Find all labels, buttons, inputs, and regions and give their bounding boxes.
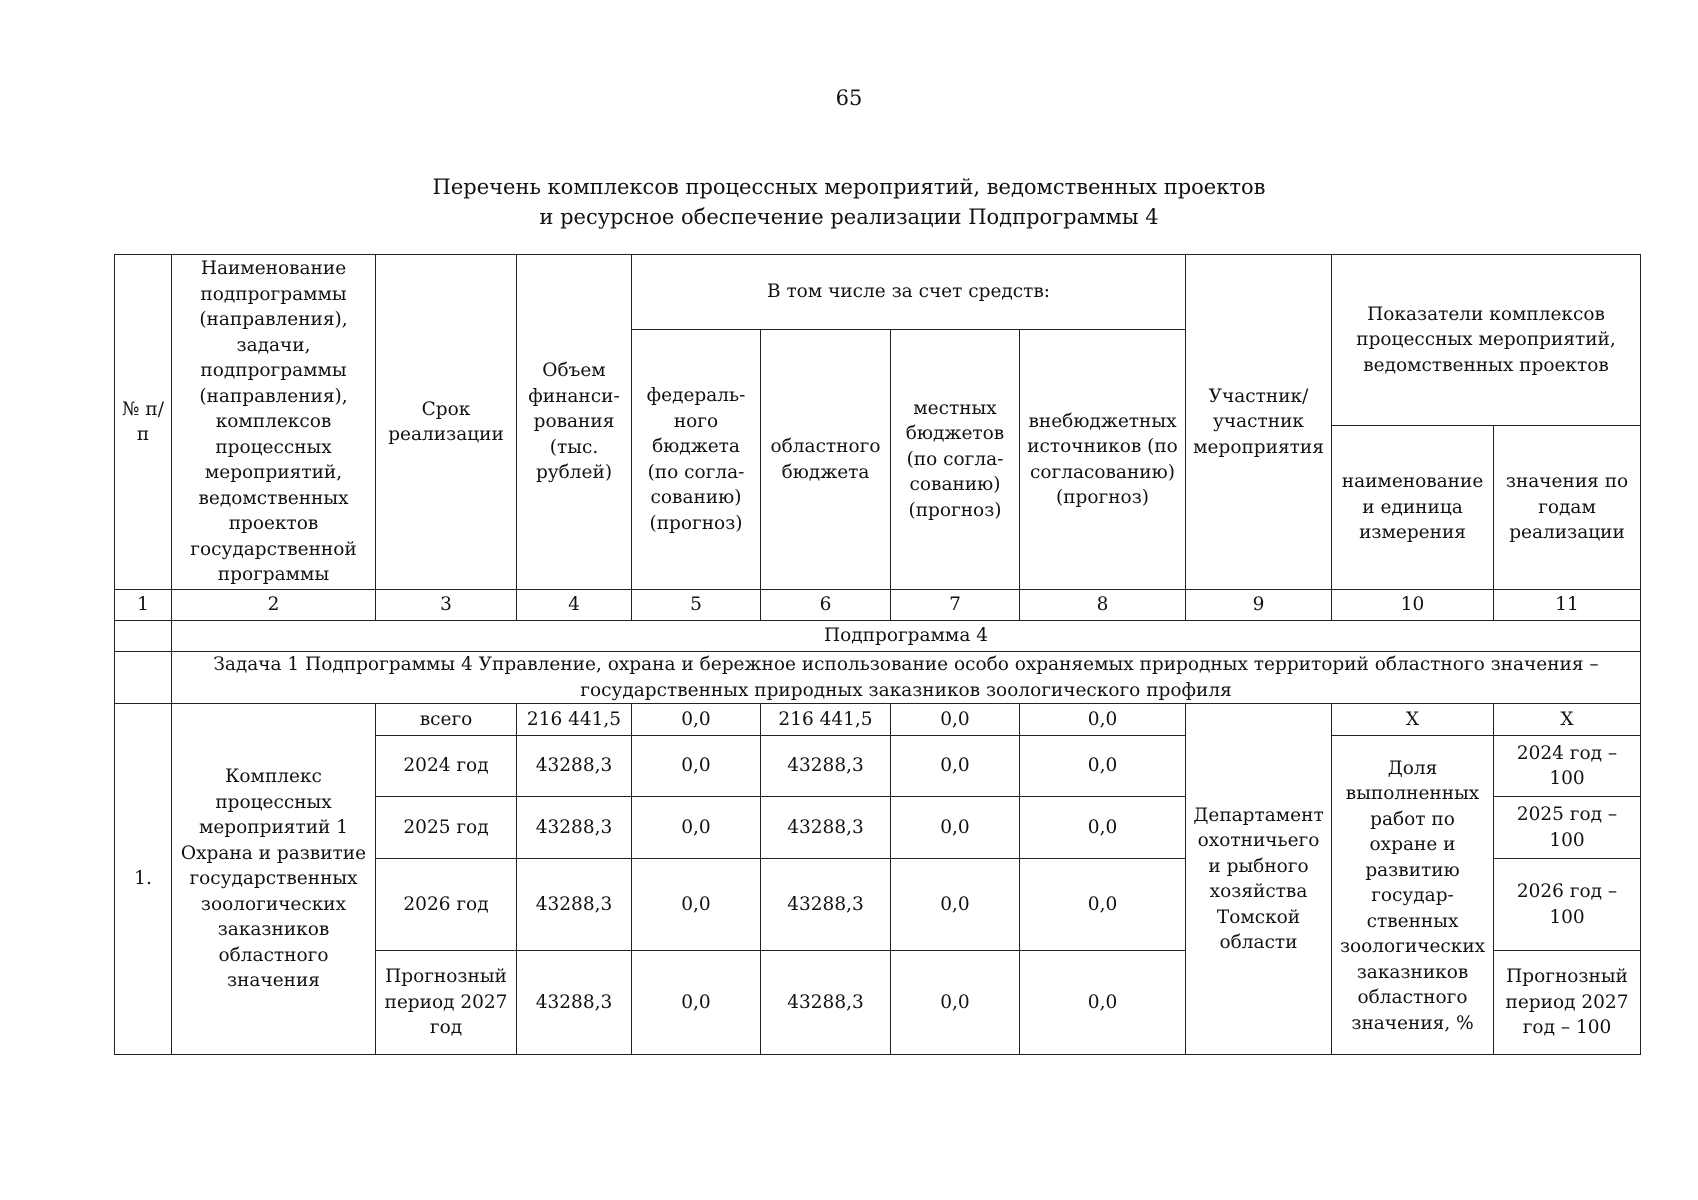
subprogram-row (115, 621, 1641, 652)
header-including: В том числе за счет средств: (632, 255, 1186, 330)
col-number: 2 (172, 590, 376, 621)
header-volume: Объем финанси-рования (тыс. рублей) (517, 255, 632, 590)
col-number: 11 (1494, 590, 1641, 621)
term-cell: всего (376, 704, 517, 736)
extra-cell: 0,0 (1020, 797, 1186, 859)
indicator-name-cell: Доля выполненных работ по охране и развитию государ-ственных зоологических заказников областного значения, % (1332, 736, 1494, 1055)
federal-cell: 0,0 (632, 951, 761, 1055)
task-row (115, 652, 1641, 704)
header-num: № п/п (115, 255, 172, 590)
extra-cell: 0,0 (1020, 859, 1186, 951)
term-cell: Прогнозный период 2027 год (376, 951, 517, 1055)
indicator-x-cell: Х (1332, 704, 1494, 736)
extra-cell: 0,0 (1020, 736, 1186, 797)
volume-cell: 43288,3 (517, 797, 632, 859)
empty-cell (115, 621, 172, 652)
header-federal: федераль-ного бюджета (по согла-сованию) (прогноз) (632, 330, 761, 590)
term-cell: 2024 год (376, 736, 517, 797)
col-number: 8 (1020, 590, 1186, 621)
regional-cell: 43288,3 (761, 951, 891, 1055)
header-term: Срок реализации (376, 255, 517, 590)
table-row (115, 704, 1641, 736)
col-number: 1 (115, 590, 172, 621)
regional-cell: 43288,3 (761, 859, 891, 951)
col-number: 3 (376, 590, 517, 621)
page-title (0, 172, 1698, 232)
header-extra: внебюджетных источников (по согласованию) (прогноз) (1020, 330, 1186, 590)
local-cell: 0,0 (891, 736, 1020, 797)
term-cell: 2026 год (376, 859, 517, 951)
title-line-2: и ресурсное обеспечение реализации Подпрограммы 4 (539, 205, 1159, 229)
header-participant: Участник/ участник мероприятия (1186, 255, 1332, 590)
local-cell: 0,0 (891, 704, 1020, 736)
participant-cell: Департамент охотничьего и рыбного хозяйства Томской области (1186, 704, 1332, 1055)
extra-cell: 0,0 (1020, 951, 1186, 1055)
term-cell: 2025 год (376, 797, 517, 859)
indicator-value-cell: Прогнозный период 2027 год – 100 (1494, 951, 1641, 1055)
regional-cell: 216 441,5 (761, 704, 891, 736)
regional-cell: 43288,3 (761, 797, 891, 859)
indicator-value-cell: 2024 год – 100 (1494, 736, 1641, 797)
col-number: 4 (517, 590, 632, 621)
title-line-1: Перечень комплексов процессных мероприятий, ведомственных проектов (432, 175, 1266, 199)
volume-cell: 43288,3 (517, 736, 632, 797)
indicator-value-cell: 2025 год – 100 (1494, 797, 1641, 859)
volume-cell: 43288,3 (517, 951, 632, 1055)
col-number: 7 (891, 590, 1020, 621)
header-local: местных бюджетов (по согла-сованию) (прогноз) (891, 330, 1020, 590)
federal-cell: 0,0 (632, 736, 761, 797)
header-ind-name: наименование и единица измерения (1332, 426, 1494, 590)
col-number: 6 (761, 590, 891, 621)
col-number: 9 (1186, 590, 1332, 621)
col-number: 5 (632, 590, 761, 621)
federal-cell: 0,0 (632, 797, 761, 859)
header-ind-values: значения по годам реализации (1494, 426, 1641, 590)
federal-cell: 0,0 (632, 859, 761, 951)
header-indicators: Показатели комплексов процессных мероприятий, ведомственных проектов (1332, 255, 1641, 426)
local-cell: 0,0 (891, 859, 1020, 951)
column-number-row (115, 590, 1641, 621)
task-title: Задача 1 Подпрограммы 4 Управление, охрана и бережное использование особо охраняемых природных территорий областного значения – государственных природных заказников зоологического профиля (172, 652, 1641, 704)
indicator-value-cell: Х (1494, 704, 1641, 736)
regional-cell: 43288,3 (761, 736, 891, 797)
volume-cell: 43288,3 (517, 859, 632, 951)
indicator-value-cell: 2026 год – 100 (1494, 859, 1641, 951)
item-number: 1. (115, 704, 172, 1055)
col-number: 10 (1332, 590, 1494, 621)
header-regional: областного бюджета (761, 330, 891, 590)
local-cell: 0,0 (891, 797, 1020, 859)
item-name: Комплекс процессных мероприятий 1 Охрана и развитие государственных зоологических заказников областного значения (172, 704, 376, 1055)
empty-cell (115, 652, 172, 704)
page-number: 65 (835, 86, 863, 110)
extra-cell: 0,0 (1020, 704, 1186, 736)
volume-cell: 216 441,5 (517, 704, 632, 736)
subprogram-title: Подпрограмма 4 (172, 621, 1641, 652)
header-name: Наименование подпрограммы (направления), задачи, подпрограммы (направления), комплексов процессных мероприятий, ведомственных проектов государственной программы (172, 255, 376, 590)
local-cell: 0,0 (891, 951, 1020, 1055)
program-table (114, 254, 1641, 1055)
federal-cell: 0,0 (632, 704, 761, 736)
